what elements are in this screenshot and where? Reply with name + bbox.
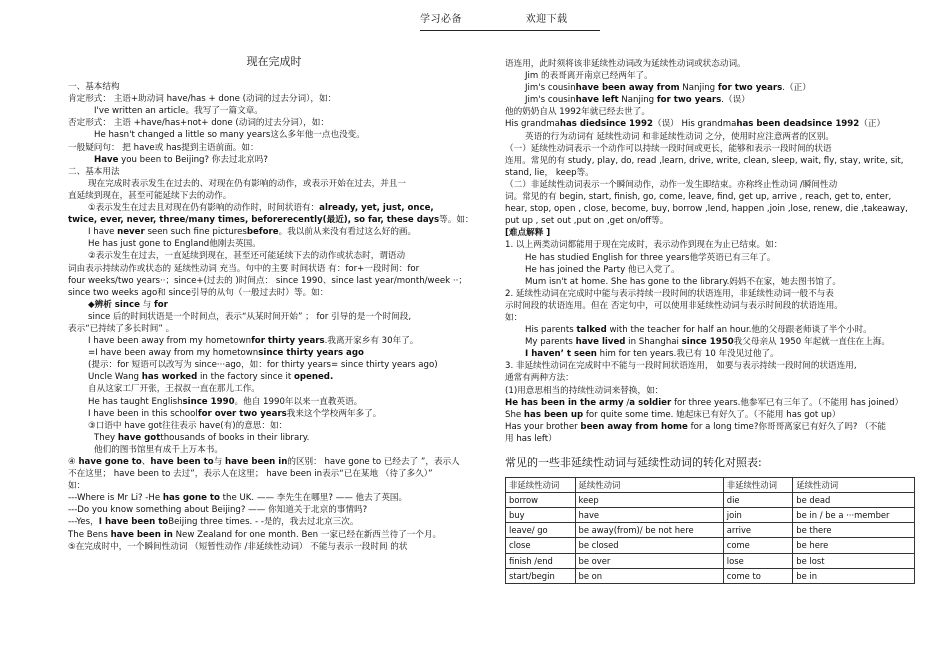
text-fragment: I have been away from my hometown	[88, 336, 252, 347]
example-line	[505, 409, 920, 421]
text-fragment: I have been in this school	[88, 408, 198, 419]
bold-term: He has been in the army	[505, 397, 624, 408]
text-fragment: New Zealand for one month. Ben 一家已经在新西兰待了一个月。	[172, 529, 442, 540]
example-line: He has studied English for three years他学英语已有三年了。	[525, 252, 776, 263]
example-line	[68, 347, 480, 359]
text-fragment: He has taught English	[88, 396, 183, 407]
example-line	[68, 396, 480, 408]
text-line: 词。常见的有 begin, start, finish, go, come, leave, find, get up, arrive , reach, get to, enter,	[505, 192, 892, 203]
bold-term: never	[117, 227, 145, 238]
table-row	[506, 538, 915, 553]
text-line: 连用。常见的有 study, play, do, read ,learn, drive, write, clean, sleep, wait, fly, stay, write, sit,	[505, 155, 904, 166]
text-fragment: for quite some time. 她起床已有好久了。（不能用 has got up）	[583, 409, 841, 420]
example-line	[68, 371, 480, 383]
text-fragment: Jim's cousin	[525, 95, 576, 106]
text-fragment: 与	[213, 457, 226, 467]
bold-term: talked	[576, 325, 607, 336]
table-row	[506, 508, 915, 523]
table-header-cell: 非延续性动词	[506, 478, 576, 493]
text-line: put up , set out ,put on ,get on/off等。	[505, 216, 669, 227]
table-cell: be dead	[793, 493, 915, 508]
bold-term: for thirty years	[251, 336, 325, 347]
bold-term: I haven’ t seen	[525, 349, 597, 360]
text-fragment: My parents	[525, 337, 576, 348]
text-fragment: 等。如：	[439, 215, 474, 226]
table-header-row	[506, 478, 915, 493]
table-cell: keep	[575, 493, 723, 508]
text-fragment: /	[623, 397, 630, 408]
bold-term: before	[246, 227, 279, 238]
text-line: （二）非延续性动词表示一个瞬间动作，动作一发生即结束。亦称终止性动词 /瞬间性动	[505, 179, 838, 190]
text-fragment: She	[505, 409, 524, 420]
table-cell: have	[575, 508, 723, 523]
example-line	[505, 324, 920, 336]
table-cell: be here	[793, 538, 915, 553]
bold-term: ◆辨析	[88, 299, 115, 310]
text-fragment: 与	[139, 299, 154, 310]
table-row	[506, 523, 915, 538]
table-header-cell: 延续性动词	[575, 478, 723, 493]
bold-term: a soldier	[629, 397, 672, 408]
text-fragment: They	[94, 432, 118, 443]
table-cell: come to	[723, 568, 793, 583]
text-fragment: for three years.他参军已有三年了。（不能用 has joined）	[671, 397, 904, 408]
bold-term: have gone to	[78, 457, 142, 467]
bold-term: since	[114, 299, 140, 310]
bold-term: has been dead	[736, 119, 808, 130]
table-cell: be in / be a ···member	[793, 508, 915, 523]
verb-conversion-table	[505, 477, 915, 584]
text-line: 如：	[68, 481, 86, 492]
bold-term: has worked	[141, 372, 198, 383]
text-fragment: you been to Beijing? 你去过北京吗?	[118, 154, 268, 165]
bold-term: been away from home	[580, 421, 688, 432]
text-line: since 后的时间状语是一个时间点，表示“从某时间开始” ； for 引导的是一个时间段,	[88, 311, 412, 322]
bold-term: already, yet, just, once,	[319, 203, 434, 214]
bold-term: [难点解释 ]	[505, 228, 551, 239]
table-cell: close	[506, 538, 576, 553]
header-left: 学习必备	[420, 14, 462, 25]
table-cell: be away(from)/ be not here	[575, 523, 723, 538]
example-line	[68, 516, 480, 528]
bold-term: have lived	[575, 337, 626, 348]
bold-term: twice, ever, never, three/many times, beforerecently(	[68, 215, 327, 226]
text-line: 示时间段的状语连用。但在 否定句中，可以使用非延续性动词与表示时间段的状语连用。	[505, 300, 843, 311]
table-row	[506, 553, 915, 568]
text-line: 一般疑问句： 把 have或 has提到主语前面。如：	[68, 142, 259, 153]
example-line	[505, 82, 920, 94]
text-line: 直延续到现在，甚至可能延续下去的动作。	[68, 190, 232, 201]
text-fragment: Nanjing	[618, 95, 657, 106]
example-line: ---Do you know something about Beijing? —— 你知道关于北京的事情吗?	[68, 505, 368, 516]
text-fragment: ---Where is Mr Li? -He	[68, 493, 163, 504]
example-line	[68, 408, 480, 420]
text-fragment: .（正）	[782, 83, 811, 94]
text-fragment: （正）	[859, 119, 886, 130]
text-fragment: 、	[141, 457, 151, 467]
text-line: 肯定形式： 主语+助动词 have/has + done (动词的过去分词），如：	[68, 94, 337, 105]
text-fragment: the UK. —— 李先生在哪里? —— 他去了英国。	[219, 493, 408, 504]
bold-term: opened.	[293, 372, 334, 383]
text-line: 否定形式： 主语 +have/has+not+ done (动词的过去分词），如：	[68, 118, 329, 129]
left-column	[68, 56, 480, 553]
bold-term: have been in	[110, 529, 173, 540]
example-line	[505, 118, 920, 130]
text-line	[68, 202, 480, 214]
example-line	[505, 94, 920, 106]
text-fragment: seen such fine pictures	[144, 227, 247, 238]
bold-term: has gone to	[162, 493, 220, 504]
text-fragment: 的区别： have gone to 已经去了 ”，表示人	[287, 457, 460, 467]
table-cell: start/begin	[506, 568, 576, 583]
text-fragment: 。他自 1990年以来一直教英语。	[234, 396, 363, 407]
bold-term: have got	[117, 432, 161, 443]
text-line: 3. 非延续性动词在完成时中不能与一段时间状语连用， 如要与表示持续一段时间的状语连用,	[505, 361, 857, 372]
example-line: I've written an article。我写了一篇文章。	[94, 106, 263, 117]
table-cell: finish /end	[506, 553, 576, 568]
table-title: 常见的一些非延续性动词与延续性动词的转化对照表:	[505, 457, 762, 469]
text-line: （一）延续性动词表示一个动作可以持续一段时间或更长，能够和表示一段时间的状语	[505, 143, 832, 154]
example-line: Mum isn't at home. She has gone to the library.妈妈不在家，她去图书馆了。	[525, 276, 842, 287]
text-fragment: ---Yes，	[68, 517, 99, 528]
table-cell: be on	[575, 568, 723, 583]
text-fragment: .（误）	[721, 95, 750, 106]
text-line: 2. 延续性动词在完成时中能与表示持续一段时间的状语连用，非延续性动词一般不与表	[505, 288, 834, 299]
example-line	[505, 421, 920, 433]
example-line	[68, 492, 480, 504]
example-line: Jim 的表哥离开南京已经两年了。	[525, 71, 653, 82]
bold-term: has died	[559, 119, 601, 130]
text-fragment: in Shanghai	[625, 337, 682, 348]
example-line	[505, 336, 920, 348]
bold-term: 最近), so far, these days	[326, 215, 440, 226]
header-right: 欢迎下载	[525, 14, 568, 25]
bold-term: since 1950	[681, 337, 734, 348]
example-line	[68, 226, 480, 238]
text-line: 语连用，此时须将该非延续性动词改为延续性动词或状态动词。	[505, 59, 746, 69]
text-line: 通常有两种方法：	[505, 373, 574, 384]
bold-term: since 1992	[600, 119, 653, 130]
text-fragment: with the teacher for half an hour.他的父母跟老师谈了半个小时。	[606, 325, 872, 336]
bold-term: for two years	[656, 95, 722, 106]
example-line: 他们的图书馆里有成千上万本书。	[94, 444, 223, 455]
header-divider	[420, 30, 600, 31]
table-cell: be in	[793, 568, 915, 583]
text-line: stand, lie， keep等。	[505, 167, 594, 178]
table-header-cell: 非延续性动词	[723, 478, 793, 493]
bold-term: since 1992	[807, 119, 860, 130]
subheading	[505, 227, 920, 239]
example-line: He hasn't changed a little so many years这么多年他一点也没变。	[94, 130, 365, 141]
example-line: 自从这家工厂开张，王叔叔一直在那儿工作。	[88, 384, 260, 395]
table-cell: buy	[506, 508, 576, 523]
section-heading: 二、基本用法	[68, 166, 120, 177]
example-line: He has joined the Party 他已入党了。	[525, 264, 680, 275]
bold-term: for over two years	[197, 408, 287, 419]
text-fragment: Uncle Wang	[88, 372, 142, 383]
bold-term: have been in	[225, 457, 288, 467]
text-fragment: Beijing three times. - -是的，我去过北京三次。	[168, 517, 359, 528]
text-fragment: 我来这个学校两年多了。	[286, 408, 382, 419]
table-cell: lose	[723, 553, 793, 568]
example-line	[68, 432, 480, 444]
text-fragment: His grandma	[505, 119, 560, 130]
text-fragment: （误） His grandma	[652, 119, 737, 130]
bold-term: I have been to	[98, 517, 169, 528]
bold-term: have left	[575, 95, 619, 106]
table-cell: leave/ go	[506, 523, 576, 538]
table-row	[506, 493, 915, 508]
text-fragment: His parents	[525, 325, 577, 336]
table-row	[506, 568, 915, 583]
bold-term: have been away from	[575, 83, 680, 94]
example-line: He has just gone to England他刚去英国。	[88, 239, 261, 250]
example-line	[505, 397, 920, 409]
table-cell: be there	[793, 523, 915, 538]
text-fragment: =I have been away from my hometown	[88, 348, 259, 359]
text-fragment: him for ten years.我已有 10 年没见过他了。	[596, 349, 779, 360]
text-fragment: Jim's cousin	[525, 83, 576, 94]
text-fragment: in the factory since it	[197, 372, 294, 383]
text-fragment: for a long time?你哥哥离家已有好久了吗? （不能	[687, 421, 886, 432]
text-line: since two weeks ago和 since引导的从句（一般过去时）等。如：	[68, 287, 329, 298]
bold-term: Have	[94, 154, 119, 165]
bold-term: for	[153, 299, 168, 310]
text-line: 不在这里； have been to 去过”，表示人在这里； have been in表示“已在某地 （待了多久）”	[68, 469, 433, 480]
text-line: (提示：for 短语可以改写为 since···ago，如：for thirty years= since thirty years ago)	[88, 360, 438, 371]
example-line: 他的奶奶自从 1992年就已经去世了。	[505, 107, 650, 118]
bold-term: have been to	[150, 457, 214, 467]
text-line	[68, 214, 480, 226]
table-cell: join	[723, 508, 793, 523]
text-line: 1. 以上两类动词都能用于现在完成时，表示动作到现在为止已结束。如：	[505, 240, 783, 251]
text-line: ②表示发生在过去，一直延续到现在，甚至还可能延续下去的动作或状态时，谓语动	[88, 251, 406, 262]
text-line: 英语的行为动词有 延续性动词 和非延续性动词 之分，使用时应注意两者的区别。	[525, 131, 834, 142]
text-line: hear, stop, open , close, become, buy, borrow ,lend, happen ,join ,lose, renew, die ,takeaway,	[505, 204, 908, 215]
page-header	[420, 10, 568, 25]
text-fragment: Nanjing	[679, 83, 718, 94]
text-fragment: 我父母亲从 1950 年起就一直住在上海。	[733, 337, 890, 348]
text-fragment: .我离开家乡有 30年了。	[324, 336, 419, 347]
text-fragment: I have	[88, 227, 118, 238]
text-line: four weeks/two years··；since+(过去的 )时间点： since 1990、since last year/month/week ··；	[68, 275, 467, 286]
text-fragment: 。我以前从来没有看过这么好的画。	[278, 227, 417, 238]
text-line: ③口语中 have got往往表示 have(有)的意思：如：	[88, 420, 288, 431]
text-fragment: The Bens	[68, 529, 111, 540]
text-fragment: ④	[68, 457, 79, 467]
subheading	[68, 299, 480, 311]
text-line: 表示“已持续了多长时间” 。	[68, 323, 175, 334]
bold-term: for two years	[717, 83, 783, 94]
table-cell: die	[723, 493, 793, 508]
section-heading: 一、基本结构	[68, 82, 120, 93]
right-column	[505, 58, 920, 584]
table-cell: be lost	[793, 553, 915, 568]
text-line: 词由表示持续动作或状态的 延续性动词 充当。句中的主要 时间状语 有：for+一段时间：for	[68, 263, 420, 274]
example-line	[505, 348, 920, 360]
table-header-cell: 延续性动词	[793, 478, 915, 493]
example-line	[68, 335, 480, 347]
text-line: 如：	[505, 312, 523, 323]
text-line: 用 has left）	[505, 433, 557, 444]
table-cell: arrive	[723, 523, 793, 538]
document-title: 现在完成时	[246, 56, 302, 68]
example-line	[68, 154, 480, 166]
table-cell: borrow	[506, 493, 576, 508]
bold-term: has been up	[523, 409, 584, 420]
table-cell: be over	[575, 553, 723, 568]
text-line: (1)用意思相当的持续性动词来替换，如：	[505, 385, 664, 396]
text-fragment: Has your brother	[505, 421, 581, 432]
table-cell: be closed	[575, 538, 723, 553]
text-line: 现在完成时表示发生在过去的、对现在仍有影响的动作，或表示开始在过去，并且一	[88, 178, 406, 189]
text-fragment: ①表示发生在过去且对现在仍有影响的动作时，时间状语有：	[88, 203, 320, 214]
text-line	[68, 456, 480, 468]
table-cell: come	[723, 538, 793, 553]
bold-term: since 1990	[182, 396, 235, 407]
text-fragment: thousands of books in their library.	[160, 432, 310, 443]
example-line	[68, 529, 480, 541]
bold-term: since thirty years ago	[258, 348, 364, 359]
text-line: ⑤在完成时中，一个瞬间性动词 （短暂性动作 /非延续性动词） 不能与表示一段时间 的状	[68, 541, 408, 552]
